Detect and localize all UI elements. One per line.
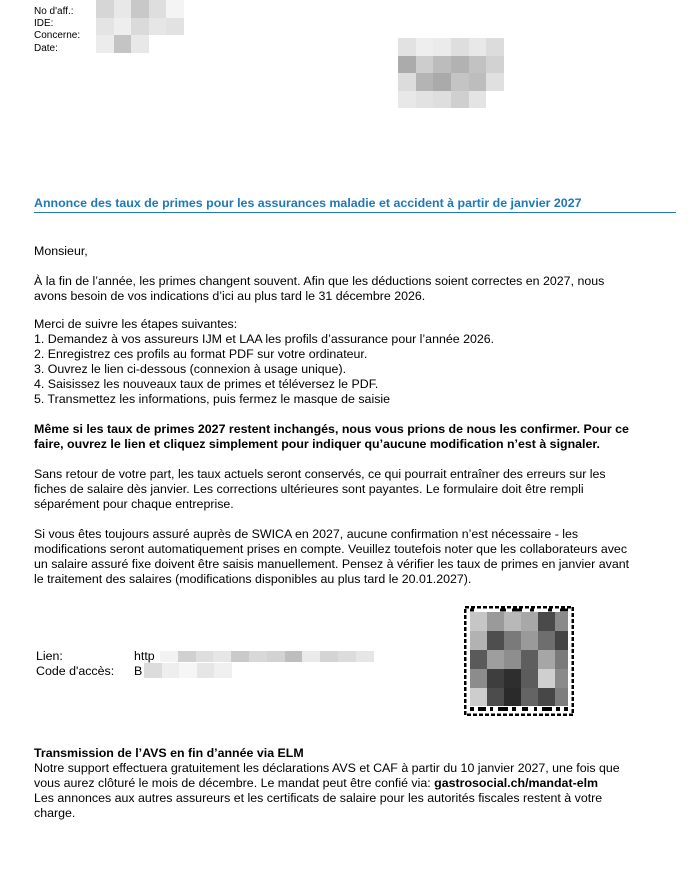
salutation: Monsieur, <box>34 244 88 258</box>
redacted-access-code <box>144 663 232 678</box>
redacted-reference-values <box>96 0 184 53</box>
swica-paragraph <box>34 527 676 587</box>
no-reply-line: fiches de salaire dès janvier. Les corrections ultérieures sont payantes. Le formulaire doit être rempli <box>34 482 584 496</box>
redacted-address-block <box>398 38 504 108</box>
qr-code-graphic <box>464 606 574 716</box>
steps-intro: Merci de suivre les étapes suivantes: <box>34 317 238 331</box>
avs-line: charge. <box>34 806 76 820</box>
step-item: 2. Enregistrez ces profils au format PDF sur votre ordinateur. <box>34 347 368 361</box>
confirmation-line: faire, ouvrez le lien et cliquez simplement pour indiquer qu’aucune modification n’est à signaler. <box>34 437 600 451</box>
avs-section <box>34 746 676 821</box>
date-label: Date: <box>34 42 58 54</box>
redacted-link-url <box>160 651 374 662</box>
intro-paragraph <box>34 274 676 304</box>
avs-line-prefix: vous aurez clôturé le mois de décembre. Le mandat peut être confié via: <box>34 776 435 790</box>
swica-line: le traitement des salaires (modifications disponibles au plus tard le 20.01.2027). <box>34 572 472 586</box>
avs-line: Notre support effectuera gratuitement les déclarations AVS et CAF à partir du 10 janvier 2027, une fois que <box>34 761 620 775</box>
link-label: Lien: <box>36 649 63 663</box>
intro-line: À la fin de l’année, les primes changent souvent. Afin que les déductions soient correctes en 2027, nous <box>34 274 605 288</box>
confirmation-notice <box>34 422 676 452</box>
swica-line: un salaire assuré fixe doivent être saisis manuellement. Pensez à vérifier les taux de primes en janvier avant <box>34 557 630 571</box>
swica-line: modifications seront automatiquement prises en compte. Veuillez toutefois noter que les collaborateurs avec <box>34 542 628 556</box>
no-reply-line: séparément pour chaque entreprise. <box>34 497 234 511</box>
avs-line-with-link <box>34 776 676 791</box>
reference-labels <box>34 6 80 55</box>
login-link-prefix[interactable]: http <box>134 649 155 663</box>
no-reply-paragraph <box>34 467 676 512</box>
access-code-prefix: B <box>134 664 143 678</box>
letter-title: Annonce des taux de primes pour les assurances maladie et accident à partir de janvier 2027 <box>34 196 676 213</box>
confirmation-line: Même si les taux de primes 2027 restent inchangés, nous vous prions de nous les confirmer. Pour ce <box>34 422 629 436</box>
qr-code[interactable] <box>464 606 574 716</box>
subject-label: Concerne: <box>34 30 81 42</box>
ide-label: IDE: <box>34 18 54 30</box>
step-item: 1. Demandez à vos assureurs IJM et LAA les profils d’assurance pour l’année 2026. <box>34 332 495 346</box>
swica-line: Si vous êtes toujours assuré auprès de SWICA en 2027, aucune confirmation n’est nécessaire - les <box>34 527 579 541</box>
avs-line: Les annonces aux autres assureurs et les certificats de salaire pour les autorités fiscales restent à votre <box>34 791 603 805</box>
step-item: 4. Saisissez les nouveaux taux de primes et téléversez le PDF. <box>34 377 379 391</box>
access-code-label: Code d'accès: <box>36 664 115 678</box>
access-code <box>134 664 142 679</box>
affiliate-number-label: No d'aff.: <box>34 6 74 17</box>
no-reply-line: Sans retour de votre part, les taux actuels seront conservés, ce qui pourrait entraîner des erreurs sur les <box>34 467 606 481</box>
step-item: 3. Ouvrez le lien ci-dessous (connexion à usage unique). <box>34 362 347 376</box>
login-link[interactable] <box>134 649 155 664</box>
intro-line: avons besoin de vos indications d’ici au plus tard le 31 décembre 2026. <box>34 289 426 303</box>
avs-heading: Transmission de l’AVS en fin d’année via ELM <box>34 746 304 760</box>
mandate-link[interactable]: gastrosocial.ch/mandat-elm <box>434 776 599 790</box>
steps-list <box>34 317 676 407</box>
step-item: 5. Transmettez les informations, puis fermez le masque de saisie <box>34 392 391 406</box>
